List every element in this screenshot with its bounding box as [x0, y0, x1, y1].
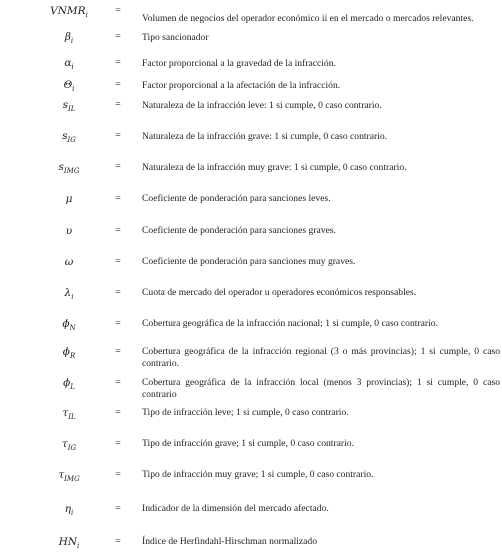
variable-definition: Tipo de infracción muy grave; 1 si cumple, 0 caso contrario. — [142, 469, 374, 480]
symbol-base: τ — [58, 469, 65, 481]
symbol-subscript: N — [69, 324, 76, 333]
symbol-base: s — [62, 99, 68, 111]
symbol-subscript: L — [70, 383, 75, 392]
variable-symbol — [34, 536, 104, 550]
variable-definition: Índice de Herfindahl-Hirschman normalizado — [142, 536, 318, 547]
equals-sign: = — [115, 346, 121, 357]
variable-definition: Tipo sancionador — [142, 32, 209, 43]
symbol-base: VNMR — [50, 5, 86, 17]
variable-symbol — [34, 79, 104, 93]
equals-sign: = — [115, 287, 121, 298]
variable-definition: Tipo de infracción grave; 1 si cumple, 0 caso contrario. — [142, 438, 354, 449]
variable-definition: Indicador de la dimensión del mercado afectado. — [142, 503, 329, 514]
symbol-subscript: IMG — [64, 475, 80, 484]
symbol-base: s — [58, 161, 64, 173]
symbol-base: η — [64, 503, 72, 515]
variable-definition: Cuota de mercado del operador u operadores económicos responsables. — [142, 287, 417, 298]
variable-definition: Cobertura geográfica de la infracción nacional; 1 si cumple, 0 caso contrario. — [142, 318, 438, 329]
variable-symbol — [34, 225, 104, 237]
variable-symbol — [34, 318, 104, 332]
variable-definition: Cobertura geográfica de la infracción regional (3 o más provincias); 1 si cumple, 0 caso contrario. — [142, 346, 500, 369]
symbol-subscript: IG — [67, 136, 76, 145]
variable-symbol — [34, 161, 104, 175]
variable-symbol — [34, 5, 104, 19]
variable-symbol — [34, 57, 104, 71]
equals-sign: = — [115, 503, 121, 514]
equals-sign: = — [115, 99, 121, 110]
symbol-base: α — [64, 57, 72, 69]
variable-definition: Coeficiente de ponderación para sanciones muy graves. — [142, 256, 356, 267]
symbol-base: μ — [65, 193, 73, 205]
symbol-base: λ — [64, 287, 72, 299]
variable-definition: Naturaleza de la infracción grave: 1 si cumple, 0 caso contrario. — [142, 131, 388, 142]
variable-definition: Naturaleza de la infracción muy grave: 1 si cumple, 0 caso contrario. — [142, 162, 407, 173]
equals-sign: = — [115, 5, 121, 16]
symbol-subscript: i — [71, 509, 74, 518]
variable-definition: Factor proporcional a la afectación de la infracción. — [142, 80, 341, 91]
equals-sign: = — [115, 79, 121, 90]
equals-sign: = — [115, 377, 121, 388]
equals-sign: = — [115, 469, 121, 480]
variable-definition: Naturaleza de la infracción leve: 1 si cumple, 0 caso contrario. — [142, 100, 382, 111]
equals-sign: = — [115, 536, 121, 547]
symbol-subscript: i — [70, 37, 74, 46]
symbol-base: τ — [62, 407, 69, 419]
equals-sign: = — [115, 161, 121, 172]
symbol-base: ϕ — [63, 377, 71, 389]
variable-symbol — [34, 130, 104, 144]
variable-symbol — [34, 99, 104, 113]
symbol-subscript: IL — [67, 105, 76, 114]
symbol-subscript: IG — [67, 444, 77, 453]
symbol-base: β — [64, 31, 71, 43]
symbol-subscript: i — [71, 293, 74, 302]
variable-symbol — [34, 377, 104, 391]
equals-sign: = — [115, 57, 121, 68]
symbol-base: s — [62, 130, 68, 142]
variable-symbol — [34, 287, 104, 301]
variable-symbol — [34, 346, 104, 360]
variable-symbol — [34, 438, 104, 452]
symbol-base: Θ — [63, 79, 73, 91]
variable-definition: Volumen de negocios del operador económico ii en el mercado o mercados relevantes. — [142, 13, 474, 24]
equals-sign: = — [115, 438, 121, 449]
symbol-base: ω — [64, 256, 74, 268]
symbol-subscript: i — [85, 11, 88, 20]
equals-sign: = — [115, 407, 121, 418]
symbol-base: τ — [61, 438, 68, 450]
variable-symbol — [34, 31, 104, 45]
equals-sign: = — [115, 193, 121, 204]
variable-symbol — [34, 407, 104, 421]
symbol-subscript: IMG — [63, 167, 80, 176]
symbol-base: ϕ — [62, 318, 70, 330]
symbol-subscript: R — [69, 352, 76, 361]
variable-definition: Coeficiente de ponderación para sanciones graves. — [142, 225, 336, 236]
variable-symbol — [34, 469, 104, 483]
symbol-subscript: IL — [68, 413, 76, 422]
equals-sign: = — [115, 225, 121, 236]
symbol-base: ϕ — [62, 346, 70, 358]
symbol-subscript: i — [72, 85, 75, 94]
variable-symbol — [34, 256, 104, 268]
equals-sign: = — [115, 256, 121, 267]
symbol-subscript: i — [71, 63, 74, 72]
equals-sign: = — [115, 318, 121, 329]
variable-definition: Factor proporcional a la gravedad de la infracción. — [142, 58, 336, 69]
symbol-base: υ — [65, 225, 73, 237]
symbol-base: HN — [58, 536, 78, 548]
variable-definition: Tipo de infracción leve; 1 si cumple, 0 caso contrario. — [142, 407, 349, 418]
variable-definition: Cobertura geográfica de la infracción local (menos 3 provincias); 1 si cumple, 0 caso contrario — [142, 377, 500, 400]
variable-definition: Coeficiente de ponderación para sanciones leves. — [142, 193, 331, 204]
variable-symbol — [34, 193, 104, 205]
symbol-subscript: i — [77, 542, 80, 551]
equals-sign: = — [115, 130, 121, 141]
variable-symbol — [34, 503, 104, 517]
equals-sign: = — [115, 31, 121, 42]
